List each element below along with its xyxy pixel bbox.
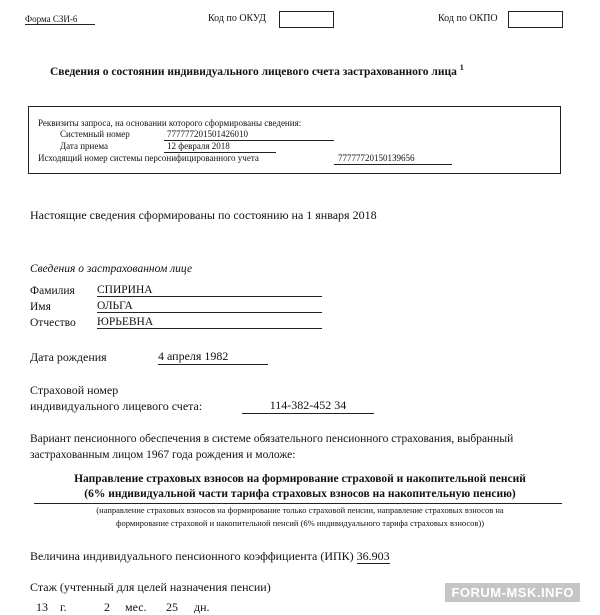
direction-line-2: (6% индивидуальной части тарифа страховых взносов на накопительную пенсию) bbox=[84, 488, 516, 500]
birth-value: 4 апреля 1982 bbox=[158, 349, 268, 365]
variant-line-1: Вариант пенсионного обеспечения в системе обязательного пенсионного страхования, выбранный bbox=[30, 433, 514, 445]
ipk-label: Величина индивидуального пенсионного коэффициента (ИПК) bbox=[30, 549, 354, 563]
title-footnote: 1 bbox=[459, 63, 464, 72]
stazh-days: 25 bbox=[166, 600, 178, 614]
note-line-1: (направление страховых взносов на формирование только страховой пенсии, направление страховых взносов на bbox=[96, 505, 504, 515]
okpo-field[interactable] bbox=[508, 11, 563, 28]
stazh-months: 2 bbox=[104, 600, 110, 614]
surname-value: СПИРИНА bbox=[97, 284, 322, 297]
outgoing-number-underline bbox=[334, 164, 452, 165]
name-value: ОЛЬГА bbox=[97, 300, 322, 313]
okud-label: Код по ОКУД bbox=[208, 13, 266, 24]
stazh-days-unit: дн. bbox=[194, 600, 210, 614]
ipk-line bbox=[30, 549, 390, 564]
variant-line-2: застрахованным лицом 1967 года рождения и моложе: bbox=[30, 449, 296, 461]
snils-label-1: Страховой номер bbox=[30, 383, 119, 397]
patronymic-label: Отчество bbox=[30, 317, 76, 329]
receipt-date-value: 12 февраля 2018 bbox=[167, 141, 230, 151]
form-label: Форма СЗИ-6 bbox=[25, 14, 95, 25]
receipt-date-label: Дата приема bbox=[60, 141, 108, 151]
stazh-months-unit: мес. bbox=[125, 600, 147, 614]
snils-label-2: индивидуального лицевого счета: bbox=[30, 399, 203, 413]
snils-value: 114-382-452 34 bbox=[242, 398, 374, 414]
direction-line-1: Направление страховых взносов на формирование страховой и накопительной пенсий bbox=[74, 473, 526, 485]
direction-underline bbox=[34, 503, 562, 504]
stazh-years-unit: г. bbox=[60, 600, 67, 614]
patronymic-value: ЮРЬЕВНА bbox=[97, 316, 322, 329]
outgoing-number-label: Исходящий номер системы персонифицированного учета bbox=[38, 153, 259, 163]
name-label: Имя bbox=[30, 301, 51, 313]
surname-label: Фамилия bbox=[30, 285, 75, 297]
note-line-2: формирование страховой и накопительной пенсий (6% индивидуального тарифа страховых взносов)) bbox=[115, 518, 485, 528]
okud-field[interactable] bbox=[279, 11, 334, 28]
outgoing-number-value: 777777201501З9656 bbox=[338, 153, 415, 163]
request-intro: Реквизиты запроса, на основании которого сформированы сведения: bbox=[38, 118, 302, 128]
system-number-label: Системный номер bbox=[60, 129, 130, 139]
document-title bbox=[50, 63, 464, 78]
okpo-label: Код по ОКПО bbox=[438, 13, 498, 24]
stazh-label: Стаж (учтенный для целей назначения пенсии) bbox=[30, 580, 271, 594]
state-line: Настоящие сведения сформированы по состоянию на 1 января 2018 bbox=[30, 208, 377, 222]
watermark: FORUM-MSK.INFO bbox=[445, 583, 580, 602]
stazh-years: 13 bbox=[36, 600, 48, 614]
system-number-value: 777777201501426010 bbox=[167, 129, 248, 139]
ipk-value: 36.903 bbox=[356, 549, 390, 563]
title-text: Сведения о состоянии индивидуального лицевого счета застрахованного лица bbox=[50, 65, 457, 78]
insured-heading: Сведения о застрахованном лице bbox=[30, 263, 193, 275]
birth-label: Дата рождения bbox=[30, 350, 107, 364]
